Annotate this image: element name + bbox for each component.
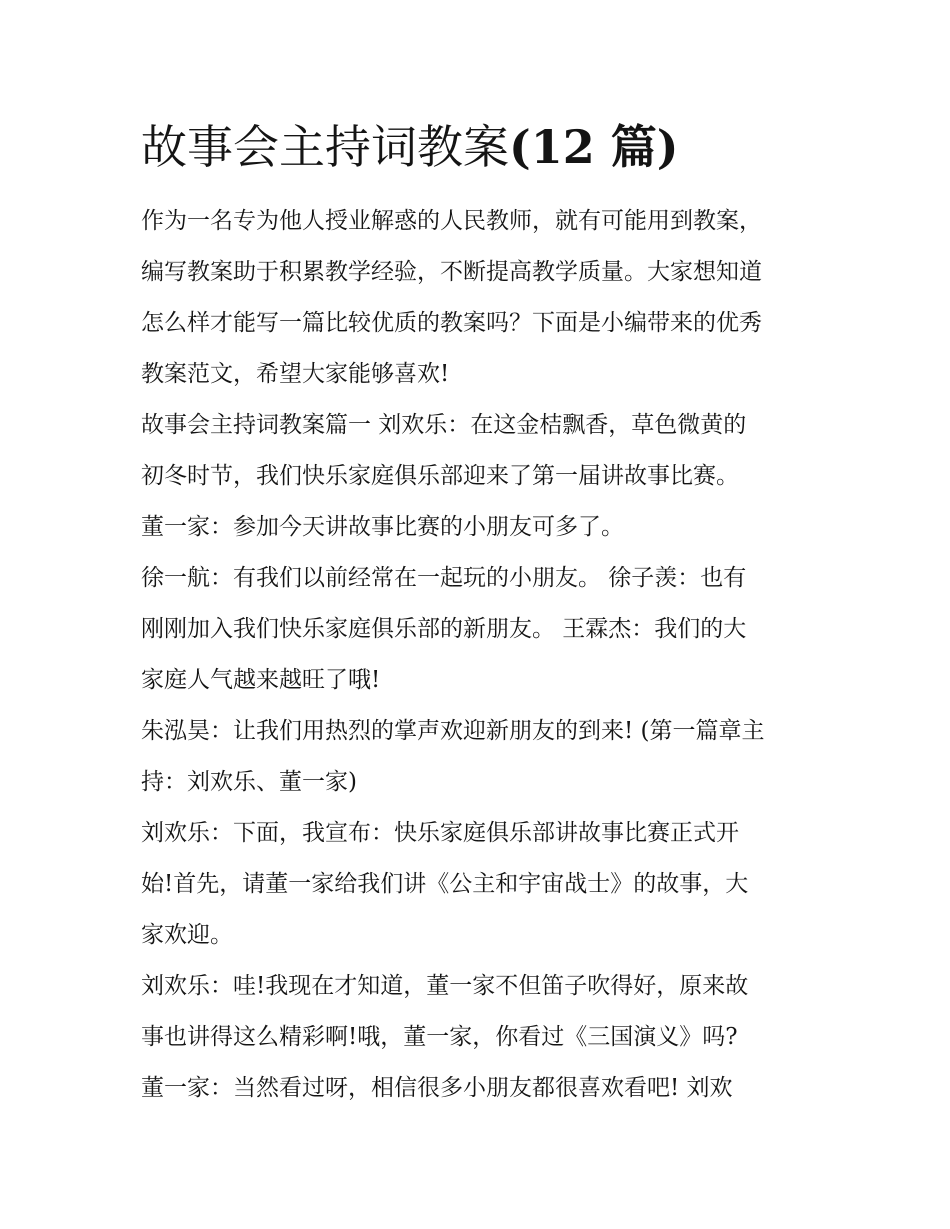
paragraph-line: 刚刚加入我们快乐家庭俱乐部的新朋友。 王霖杰：我们的大 — [141, 616, 747, 642]
paragraph-line: 刘欢乐：哇!我现在才知道，董一家不但笛子吹得好，原来故 — [141, 973, 749, 999]
paragraph-line: 董一家：当然看过呀，相信很多小朋友都很喜欢看吧! 刘欢 — [141, 1075, 733, 1101]
paragraph-line: 徐一航：有我们以前经常在一起玩的小朋友。 徐子羡：也有 — [141, 565, 747, 591]
paragraph-line: 董一家：参加今天讲故事比赛的小朋友可多了。 — [141, 514, 624, 540]
paragraph-line: 始!首先，请董一家给我们讲《公主和宇宙战士》的故事，大 — [141, 871, 749, 897]
paragraph-line: 初冬时节，我们快乐家庭俱乐部迎来了第一届讲故事比赛。 — [141, 463, 739, 489]
paragraph-line: 朱泓昊：让我们用热烈的掌声欢迎新朋友的到来! (第一篇章主 — [141, 718, 765, 744]
paragraph-line: 刘欢乐：下面，我宣布：快乐家庭俱乐部讲故事比赛正式开 — [141, 820, 739, 846]
paragraph-line: 怎么样才能写一篇比较优质的教案吗？下面是小编带来的优秀 — [141, 310, 762, 336]
paragraph-line: 作为一名专为他人授业解惑的人民教师，就有可能用到教案， — [141, 208, 762, 234]
paragraph-line: 家欢迎。 — [141, 922, 233, 948]
paragraph-line: 故事会主持词教案篇一 刘欢乐：在这金桔飘香，草色微黄的 — [141, 412, 747, 438]
paragraph-line: 教案范文，希望大家能够喜欢! — [141, 361, 450, 387]
paragraph-line: 持：刘欢乐、董一家) — [141, 769, 357, 795]
paragraph-line: 事也讲得这么精彩啊!哦，董一家，你看过《三国演义》吗? — [141, 1024, 738, 1050]
document-title — [141, 112, 679, 182]
title-count: (12 篇) — [509, 120, 679, 174]
paragraph-line: 编写教案助于积累教学经验，不断提高教学质量。大家想知道 — [141, 259, 762, 285]
title-main: 故事会主持词教案 — [141, 120, 509, 174]
paragraph-line: 家庭人气越来越旺了哦! — [141, 667, 381, 693]
